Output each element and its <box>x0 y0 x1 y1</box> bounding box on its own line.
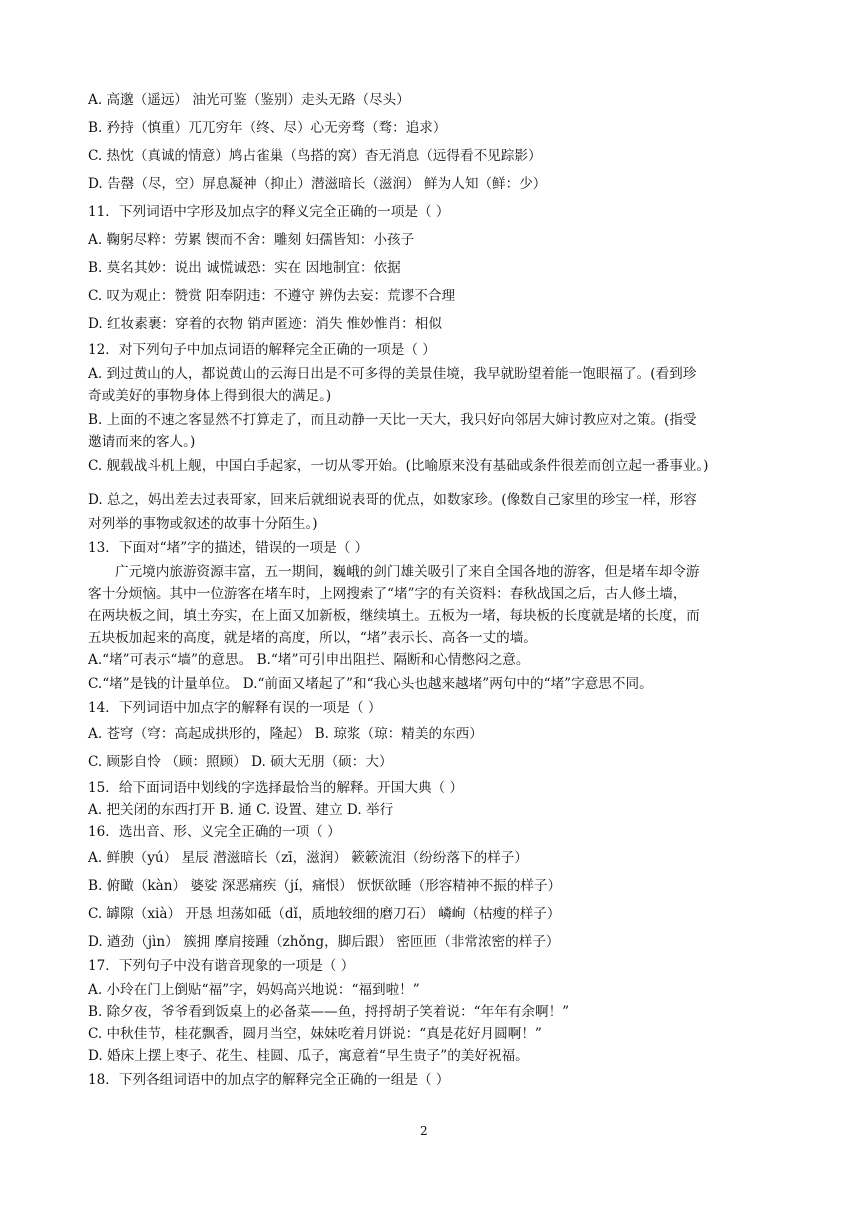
text-line: 13．下面对“堵”字的描述，错误的一项是（ ） <box>88 540 369 556</box>
text-line: D. 婚床上摆上枣子、花生、桂圆、瓜子，寓意着“早生贵子”的美好祝福。 <box>88 1048 529 1064</box>
text-line: A. 小玲在门上倒贴“福”字，妈妈高兴地说：“福到啦！” <box>88 982 420 998</box>
text-line: D. 遒劲（jìn） 簇拥 摩肩接踵（zhǒng，脚后跟） 密匝匝（非常浓密的样子） <box>88 934 560 950</box>
text-line: A.“堵”可表示“墙”的意思。 B.“堵”可引申出阻拦、隔断和心情憋闷之意。 <box>88 652 530 668</box>
text-line: 14．下列词语中加点字的解释有误的一项是（ ） <box>88 700 382 716</box>
text-line: 11．下列词语中字形及加点字的释义完全正确的一项是（ ） <box>88 204 450 220</box>
text-line: 奇或美好的事物身体上得到很大的满足。) <box>88 388 332 404</box>
text-line: 五块板加起来的高度，就是堵的高度，所以，“堵”表示长、高各一丈的墙。 <box>88 630 537 646</box>
text-line: B. 莫名其妙：说出 诚慌诚恐：实在 因地制宜：依据 <box>88 260 401 276</box>
text-line: C. 罅隙（xià） 开恳 坦荡如砥（dǐ，质地较细的磨刀石） 嶙峋（枯瘦的样子） <box>88 906 561 922</box>
text-line: A. 鲜腴（yú） 星辰 潜滋暗长（zī，滋润） 簌簌流泪（纷纷落下的样子） <box>88 850 528 866</box>
text-line: A. 高邈（遥远） 油光可鉴（鉴别）走头无路（尽头） <box>88 92 410 108</box>
text-line: C. 中秋佳节，桂花飘香，圆月当空，妹妹吃着月饼说：“真是花好月圆啊！” <box>88 1026 542 1042</box>
text-line: 邀请而来的客人。) <box>88 434 196 450</box>
text-line: A. 把关闭的东西打开 B. 通 C. 设置、建立 D. 举行 <box>88 802 394 818</box>
text-line: 客十分烦恼。其中一位游客在堵车时，上网搜索了“堵”字的有关资料：春秋战国之后，古人修土墙， <box>88 586 687 602</box>
text-line: B. 上面的不速之客显然不打算走了，而且动静一天比一天大，我只好向邻居大婶讨教应对之策。(指受 <box>88 412 697 428</box>
text-line: C. 叹为观止：赞赏 阳奉阴违：不遵守 辨伪去妄：荒谬不合理 <box>88 288 456 304</box>
text-line: B. 矜持（慎重）兀兀穷年（终、尽）心无旁骛（骛：追求） <box>88 120 447 136</box>
text-line: 17．下列句子中没有谐音现象的一项是（ ） <box>88 958 355 974</box>
text-line: C.“堵”是钱的计量单位。 D.“前面又堵起了”和“我心头也越来越堵”两句中的“堵”字意思不同。 <box>88 676 653 692</box>
text-line: C. 热忱（真诚的情意）鸠占雀巢（鸟搭的窝）杳无消息（远得看不见踪影） <box>88 148 542 164</box>
page-number: 2 <box>420 1124 428 1138</box>
text-line: 广元境内旅游资源丰富，五一期间，巍峨的剑门雄关吸引了来自全国各地的游客，但是堵车却令游 <box>115 564 700 580</box>
text-line: B. 除夕夜，爷爷看到饭桌上的必备菜——鱼，捋捋胡子笑着说：“年年有余啊！” <box>88 1004 570 1020</box>
text-line: A. 苍穹（穹：高起成拱形的，隆起） B. 琼浆（琼：精美的东西） <box>88 726 483 742</box>
text-line: A. 鞠躬尽粹：劳累 锲而不舍：雕刻 妇孺皆知：小孩子 <box>88 232 415 248</box>
text-line: 15．给下面词语中划线的字选择最恰当的解释。开国大典（ ） <box>88 780 464 796</box>
text-line: C. 顾影自怜 （顾：照顾） D. 硕大无朋（硕：大） <box>88 754 393 770</box>
text-line: A. 到过黄山的人，都说黄山的云海日出是不可多得的美景佳境，我早就盼望着能一饱眼福了。(看到珍 <box>88 366 697 382</box>
text-line: 16．选出音、形、义完全正确的一项（ ） <box>88 824 341 840</box>
text-line: D. 红妆素裹：穿着的衣物 销声匿迹：消失 惟妙惟肖：相似 <box>88 316 442 332</box>
text-line: D. 告罄（尽，空）屏息凝神（抑止）潜滋暗长（滋润） 鲜为人知（鲜：少） <box>88 176 547 192</box>
text-line: 18．下列各组词语中的加点字的解释完全正确的一组是（ ） <box>88 1072 450 1088</box>
text-line: C. 舰载战斗机上舰，中国白手起家，一切从零开始。(比喻原来没有基础或条件很差而创立起一番事业。) <box>88 458 709 474</box>
text-line: 在两块板之间，填土夯实，在上面又加新板，继续填土。五板为一堵，每块板的长度就是堵的长度，而 <box>88 608 700 624</box>
text-line: 对列举的事物或叙述的故事十分陌生。) <box>88 516 318 532</box>
text-line: 12．对下列句子中加点词语的解释完全正确的一项是（ ） <box>88 342 436 358</box>
text-line: D. 总之，妈出差去过表哥家，回来后就细说表哥的优点，如数家珍。(像数自己家里的珍宝一样，形容 <box>88 492 697 508</box>
text-line: B. 俯瞰（kàn） 婆娑 深恶痛疾（jí，痛恨） 恹恹欲睡（形容精神不振的样子） <box>88 878 562 894</box>
